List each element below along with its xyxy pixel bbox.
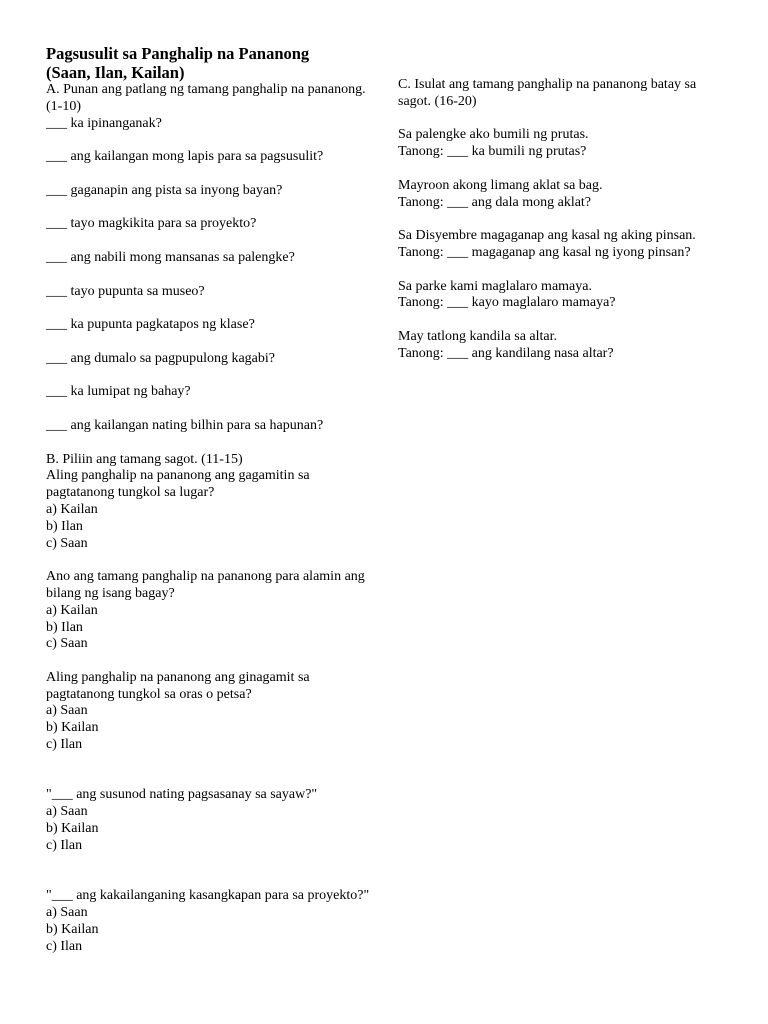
answer-option: b) Ilan: [46, 518, 83, 534]
answer-option: c) Ilan: [46, 737, 83, 753]
answer-option: c) Saan: [46, 636, 88, 652]
answer-based-question: [398, 178, 728, 212]
question-prompt: Tanong: ___ ka bumili ng prutas?: [398, 144, 587, 160]
answer-option: b) Kailan: [46, 720, 99, 736]
question-prompt: Tanong: ___ magaganap ang kasal ng iyong pinsan?: [398, 244, 691, 260]
question-text: Aling panghalip na pananong ang ginagamit sa pagtatanong tungkol sa oras o petsa?: [46, 669, 310, 702]
question-text: "___ ang kakailanganing kasangkapan para sa proyekto?": [46, 888, 370, 904]
section-a-items: [46, 116, 376, 435]
question-prompt: Tanong: ___ ang dala mong aklat?: [398, 194, 592, 210]
answer-option: a) Kailan: [46, 602, 98, 618]
question-prompt: Tanong: ___ kayo maglalaro mamaya?: [398, 295, 616, 311]
answer-option: a) Saan: [46, 905, 88, 921]
fill-blank-item: ___ tayo pupunta sa museo?: [46, 283, 205, 299]
answer-option: a) Kailan: [46, 501, 98, 517]
section-a-instruction: A. Punan ang patlang ng tamang panghalip na pananong. (1-10): [46, 82, 366, 114]
section-c-instruction: C. Isulat ang tamang panghalip na pananong batay sa sagot. (16-20): [398, 77, 697, 109]
section-b: [46, 452, 376, 956]
fill-blank-item: ___ ang kailangan nating bilhin para sa hapunan?: [46, 417, 324, 433]
fill-blank-item: ___ tayo magkikita para sa proyekto?: [46, 216, 257, 232]
answer-statement: Mayroon akong limang aklat sa bag.: [398, 177, 603, 193]
multiple-choice-question: [46, 468, 376, 552]
right-column: [398, 77, 728, 363]
multiple-choice-question: [46, 787, 376, 854]
answer-based-question: [398, 228, 728, 262]
section-a: [46, 82, 376, 435]
answer-statement: Sa palengke ako bumili ng prutas.: [398, 127, 589, 143]
question-text: Ano ang tamang panghalip na pananong para alamin ang bilang ng isang bagay?: [46, 569, 365, 601]
fill-blank-item: ___ ang kailangan mong lapis para sa pagsusulit?: [46, 149, 324, 165]
answer-options: [46, 804, 376, 854]
fill-blank-item: ___ ka pupunta pagkatapos ng klase?: [46, 317, 255, 333]
multiple-choice-question: [46, 569, 376, 653]
title-line-2: (Saan, Ilan, Kailan): [46, 63, 185, 82]
answer-option: a) Saan: [46, 804, 88, 820]
multiple-choice-question: [46, 888, 376, 955]
answer-option: c) Saan: [46, 535, 88, 551]
section-b-instruction: B. Piliin ang tamang sagot. (11-15): [46, 451, 243, 467]
answer-option: a) Saan: [46, 703, 88, 719]
answer-options: [46, 502, 376, 552]
answer-based-question: [398, 127, 728, 161]
question-prompt: Tanong: ___ ang kandilang nasa altar?: [398, 345, 614, 361]
multiple-choice-question: [46, 670, 376, 754]
fill-blank-item: ___ ka ipinanganak?: [46, 115, 162, 131]
fill-blank-item: ___ ang dumalo sa pagpupulong kagabi?: [46, 350, 276, 366]
answer-option: b) Ilan: [46, 619, 83, 635]
question-text: "___ ang susunod nating pagsasanay sa sayaw?": [46, 787, 318, 803]
fill-blank-item: ___ gaganapin ang pista sa inyong bayan?: [46, 182, 283, 198]
answer-options: [46, 603, 376, 653]
section-spacer: [46, 435, 376, 452]
section-spacer: [398, 111, 728, 128]
answer-option: b) Kailan: [46, 821, 99, 837]
answer-option: b) Kailan: [46, 921, 99, 937]
answer-statement: Sa Disyembre magaganap ang kasal ng aking pinsan.: [398, 228, 696, 244]
answer-based-question: [398, 279, 728, 313]
fill-blank-item: ___ ka lumipat ng bahay?: [46, 384, 191, 400]
answer-options: [46, 703, 376, 753]
answer-options: [46, 905, 376, 955]
left-column: [46, 44, 376, 955]
answer-option: c) Ilan: [46, 938, 83, 954]
answer-statement: May tatlong kandila sa altar.: [398, 328, 558, 344]
page-title: [46, 44, 376, 82]
answer-option: c) Ilan: [46, 837, 83, 853]
title-line-1: Pagsusulit sa Panghalip na Pananong: [46, 44, 310, 63]
section-c: [398, 77, 728, 363]
answer-based-question: [398, 329, 728, 363]
question-text: Aling panghalip na pananong ang gagamitin sa pagtatanong tungkol sa lugar?: [46, 468, 310, 501]
answer-statement: Sa parke kami maglalaro mamaya.: [398, 278, 592, 294]
fill-blank-item: ___ ang nabili mong mansanas sa palengke?: [46, 249, 295, 265]
